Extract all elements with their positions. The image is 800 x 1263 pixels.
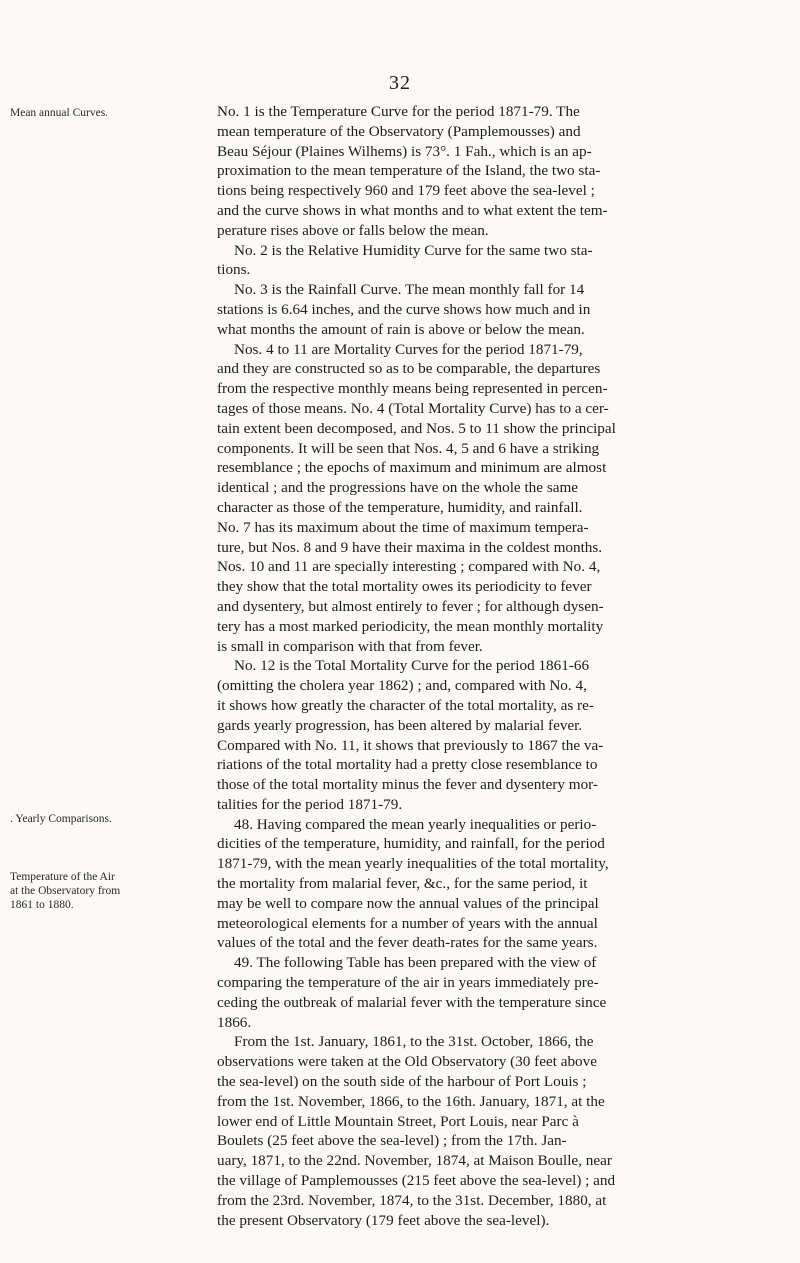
text-line: talities for the period 1871-79. [217,795,403,813]
text-line: comparing the temperature of the air in years immediately pre- [217,974,599,992]
text-line: No. 1 is the Temperature Curve for the period 1871-79. The [217,103,580,120]
margin-note-line: at the Observatory from [10,885,121,897]
text-line: proximation to the mean temperature of the Island, the two sta- [217,162,601,180]
text-line: from the 1st. November, 1866, to the 16th. January, 1871, at the [217,1092,605,1110]
text-line: it shows how greatly the character of the total mortality, as re- [217,696,594,714]
body-text [217,102,769,1230]
text-line: tages of those means. No. 4 (Total Mortality Curve) has to a cer- [217,399,609,417]
text-line: is small in comparison with that from fever. [217,637,483,655]
text-line: 1871-79, with the mean yearly inequalities of the total mortality, [217,855,609,873]
text-line: the village of Pamplemousses (215 feet above the sea-level) ; and [217,1172,616,1190]
text-line: tions. [217,261,251,279]
text-line: lower end of Little Mountain Street, Port Louis, near Parc à [217,1112,579,1130]
text-line: may be well to compare now the annual values of the principal [217,894,599,912]
text-line: observations were taken at the Old Observatory (30 feet above [217,1053,597,1071]
page-number: 32 [389,72,411,94]
text-line: gards yearly progression, has been altered by malarial fever. [217,716,583,734]
text-line: From the 1st. January, 1861, to the 31st. October, 1866, the [234,1033,594,1051]
text-line: riations of the total mortality had a pretty close resemblance to [217,756,598,774]
text-line: Boulets (25 feet above the sea-level) ; from the 17th. Jan- [217,1132,567,1150]
text-line: they show that the total mortality owes its periodicity to fever [217,578,592,596]
text-line: values of the total and the fever death-rates for the same years. [217,934,598,952]
text-line: 1866. [217,1013,252,1031]
text-line: Compared with No. 11, it shows that previously to 1867 the va- [217,736,604,754]
text-line: the present Observatory (179 feet above the sea-level). [217,1211,550,1229]
text-line: No. 3 is the Rainfall Curve. The mean monthly fall for 14 [234,281,585,299]
text-line: tery has a most marked periodicity, the mean monthly mortality [217,617,604,635]
text-line: meteorological elements for a number of years with the annual [217,914,598,932]
text-line: uary, 1871, to the 22nd. November, 1874, at Maison Boulle, near [217,1152,612,1170]
text-line: the mortality from malarial fever, &c., for the same period, it [217,875,588,893]
text-line: 48. Having compared the mean yearly inequalities or perio- [234,815,597,833]
text-line: from the respective monthly means being represented in percen- [217,380,608,398]
text-line: and they are constructed so as to be comparable, the departures [217,360,601,378]
text-line: dicities of the temperature, humidity, and rainfall, for the period [217,835,605,853]
text-line: resemblance ; the epochs of maximum and minimum are almost [217,459,607,477]
text-line: those of the total mortality minus the fever and dysentery mor- [217,776,598,794]
margin-note-line: 1861 to 1880. [10,899,74,911]
text-line: what months the amount of rain is above or below the mean. [217,320,585,338]
text-line: character as those of the temperature, humidity, and rainfall. [217,498,583,516]
text-line: tain extent been decomposed, and Nos. 5 to 11 show the principal [217,419,616,437]
text-line: 49. The following Table has been prepared with the view of [234,954,597,972]
text-line: stations is 6.64 inches, and the curve shows how much and in [217,300,591,318]
text-line: No. 7 has its maximum about the time of maximum tempera- [217,518,589,536]
text-line: components. It will be seen that Nos. 4, 5 and 6 have a striking [217,439,600,457]
text-line: identical ; and the progressions have on the whole the same [217,479,579,497]
text-line: Beau Séjour (Plaines Wilhems) is 73°. 1 Fah., which is an ap- [217,142,592,160]
text-line: (omitting the cholera year 1862) ; and, compared with No. 4, [217,677,587,695]
text-line: No. 12 is the Total Mortality Curve for the period 1861-66 [234,657,590,675]
text-line: Nos. 4 to 11 are Mortality Curves for the period 1871-79, [234,340,583,358]
text-line: ceding the outbreak of malarial fever with the temperature since [217,993,607,1011]
margin-note-mean-annual-curves: Mean annual Curves. [10,107,109,119]
text-line: and the curve shows in what months and to what extent the tem- [217,201,608,219]
text-line: and dysentery, but almost entirely to fever ; for although dysen- [217,597,604,615]
text-line: tions being respectively 960 and 179 feet above the sea-level ; [217,182,595,200]
text-line: from the 23rd. November, 1874, to the 31st. December, 1880, at [217,1191,607,1209]
margin-note-temperature-1861-1880 [10,870,210,912]
margin-note-line: Temperature of the Air [10,871,115,883]
text-line: the sea-level) on the south side of the harbour of Port Louis ; [217,1073,587,1091]
text-line: perature rises above or falls below the mean. [217,221,489,239]
text-line: mean temperature of the Observatory (Pamplemousses) and [217,122,581,140]
text-line: ture, but Nos. 8 and 9 have their maxima in the coldest months. [217,538,603,556]
text-line: Nos. 10 and 11 are specially interesting ; compared with No. 4, [217,558,601,576]
margin-note-yearly-comparisons: . Yearly Comparisons. [10,813,112,825]
text-line: No. 2 is the Relative Humidity Curve for the same two sta- [234,241,593,259]
